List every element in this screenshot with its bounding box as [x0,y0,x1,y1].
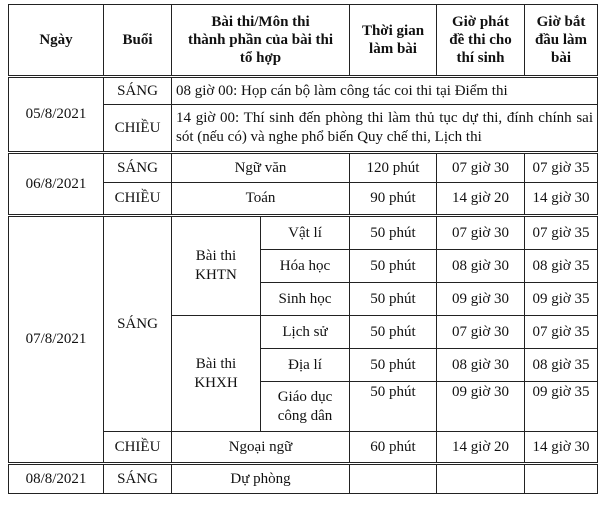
subject-cell: Giáo dục công dân [261,382,350,432]
start-time-cell: 14 giờ 30 [525,183,598,216]
subject-cell: Lịch sử [261,316,350,349]
date-cell: 06/8/2021 [9,153,104,216]
session-cell: CHIỀU [104,432,172,464]
session-cell: SÁNG [104,464,172,494]
duration-cell [350,464,437,494]
duration-cell: 50 phút [350,349,437,382]
dispatch-time-cell: 09 giờ 30 [437,382,525,432]
note-cell: 14 giờ 00: Thí sinh đến phòng thi làm thủ tục dự thi, đính chính sai sót (nếu có) và nghe phổ biến Quy chế thi, Lịch thi [172,105,598,153]
header-thoi-gian: Thời gian làm bài [350,5,437,77]
session-cell: SÁNG [104,153,172,183]
subject-cell: Vật lí [261,216,350,250]
note-cell: 08 giờ 00: Họp cán bộ làm công tác coi thi tại Điểm thi [172,77,598,105]
header-row [9,5,598,77]
duration-cell: 50 phút [350,283,437,316]
session-cell: CHIỀU [104,105,172,153]
subject-cell: Ngoại ngữ [172,432,350,464]
session-cell: CHIỀU [104,183,172,216]
date-cell: 05/8/2021 [9,77,104,153]
table-row [9,464,598,494]
start-time-cell [525,464,598,494]
dispatch-time-cell: 09 giờ 30 [437,283,525,316]
duration-cell: 50 phút [350,316,437,349]
group-cell-khxh: Bài thi KHXH [172,316,261,432]
session-cell: SÁNG [104,77,172,105]
dispatch-time-cell: 08 giờ 30 [437,349,525,382]
dispatch-time-cell: 08 giờ 30 [437,250,525,283]
subject-cell: Ngữ văn [172,153,350,183]
subject-cell: Hóa học [261,250,350,283]
duration-cell: 50 phút [350,216,437,250]
start-time-cell: 07 giờ 35 [525,316,598,349]
start-time-cell: 08 giờ 35 [525,349,598,382]
dispatch-time-cell: 14 giờ 20 [437,183,525,216]
subject-cell: Địa lí [261,349,350,382]
table-row [9,216,598,250]
start-time-cell: 08 giờ 35 [525,250,598,283]
date-cell: 07/8/2021 [9,216,104,464]
header-gio-phat: Giờ phát đề thi cho thí sinh [437,5,525,77]
start-time-cell: 14 giờ 30 [525,432,598,464]
header-buoi: Buổi [104,5,172,77]
dispatch-time-cell: 14 giờ 20 [437,432,525,464]
dispatch-time-cell [437,464,525,494]
session-cell: SÁNG [104,216,172,432]
start-time-cell: 09 giờ 35 [525,382,598,432]
table-row [9,77,598,105]
date-cell: 08/8/2021 [9,464,104,494]
exam-schedule-table [8,4,598,494]
duration-cell: 50 phút [350,382,437,432]
start-time-cell: 07 giờ 35 [525,153,598,183]
start-time-cell: 09 giờ 35 [525,283,598,316]
duration-cell: 50 phút [350,250,437,283]
header-ngay: Ngày [9,5,104,77]
dispatch-time-cell: 07 giờ 30 [437,153,525,183]
table-row [9,153,598,183]
subject-cell: Toán [172,183,350,216]
group-cell-khtn: Bài thi KHTN [172,216,261,316]
duration-cell: 120 phút [350,153,437,183]
header-bai-thi: Bài thi/Môn thi thành phần của bài thi tổ hợp [172,5,350,77]
dispatch-time-cell: 07 giờ 30 [437,216,525,250]
dispatch-time-cell: 07 giờ 30 [437,316,525,349]
header-gio-bat-dau: Giờ bắt đầu làm bài [525,5,598,77]
duration-cell: 90 phút [350,183,437,216]
subject-cell: Sinh học [261,283,350,316]
duration-cell: 60 phút [350,432,437,464]
subject-cell: Dự phòng [172,464,350,494]
start-time-cell: 07 giờ 35 [525,216,598,250]
